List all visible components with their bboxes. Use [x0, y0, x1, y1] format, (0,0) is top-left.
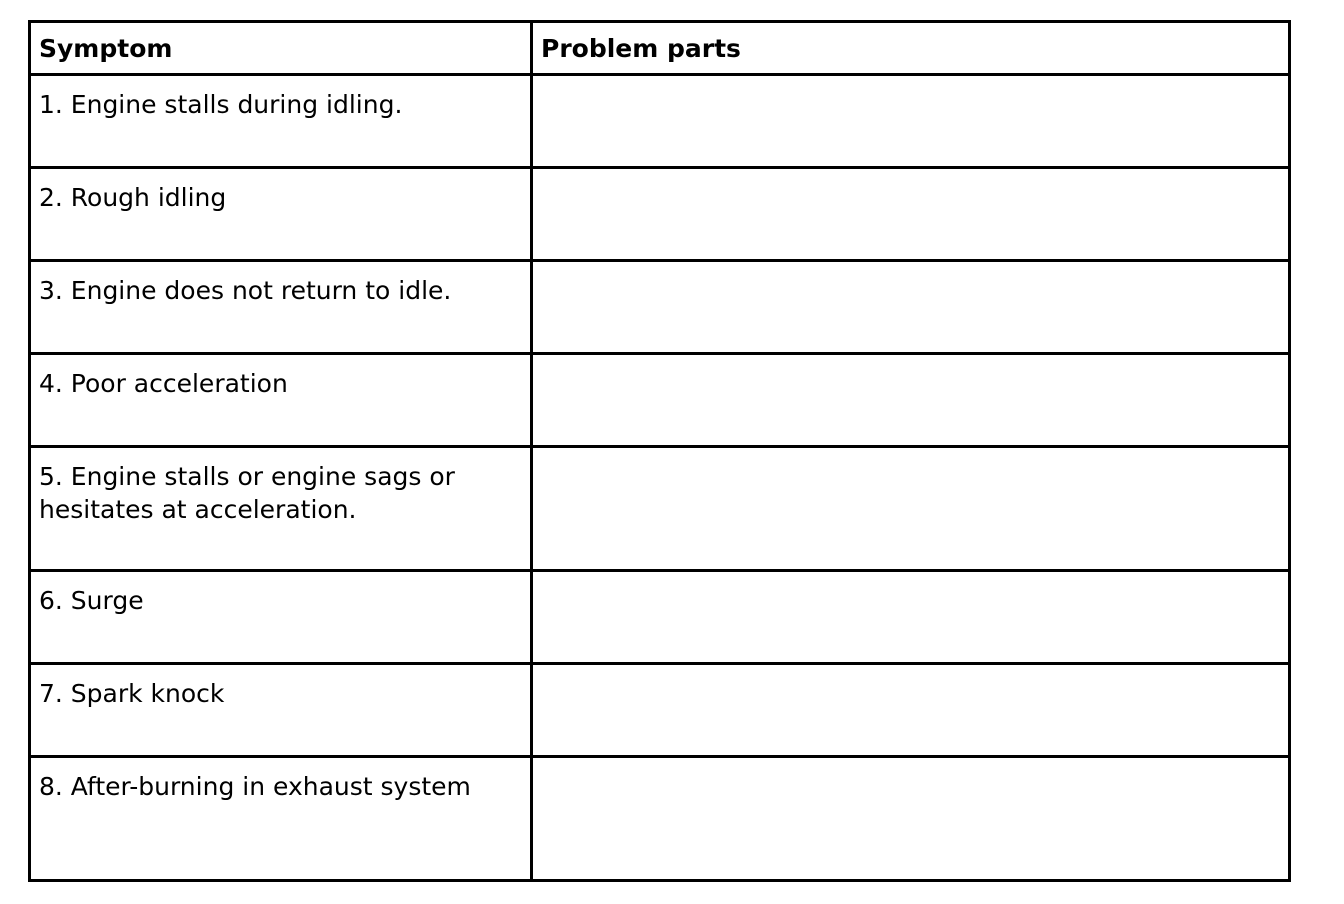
problem-parts-cell [532, 168, 1290, 261]
table-row [30, 447, 1290, 571]
symptom-cell: 5. Engine stalls or engine sags or hesitates at acceleration. [30, 447, 532, 571]
problem-parts-cell [532, 75, 1290, 168]
symptom-cell: 1. Engine stalls during idling. [30, 75, 532, 168]
symptom-cell: 6. Surge [30, 571, 532, 664]
symptom-cell: 2. Rough idling [30, 168, 532, 261]
problem-parts-cell [532, 571, 1290, 664]
symptom-cell: 7. Spark knock [30, 664, 532, 757]
problem-parts-cell [532, 447, 1290, 571]
symptom-table [28, 20, 1291, 882]
table-header-row [30, 22, 1290, 75]
table-row [30, 664, 1290, 757]
symptom-cell: 8. After-burning in exhaust system [30, 757, 532, 881]
header-problem-parts: Problem parts [532, 22, 1290, 75]
problem-parts-cell [532, 757, 1290, 881]
problem-parts-cell [532, 354, 1290, 447]
problem-parts-cell [532, 664, 1290, 757]
header-symptom: Symptom [30, 22, 532, 75]
symptom-cell: 4. Poor acceleration [30, 354, 532, 447]
table-row [30, 75, 1290, 168]
problem-parts-cell [532, 261, 1290, 354]
table-row [30, 261, 1290, 354]
table-row [30, 571, 1290, 664]
table-row [30, 757, 1290, 881]
symptom-cell: 3. Engine does not return to idle. [30, 261, 532, 354]
table-row [30, 354, 1290, 447]
table-row [30, 168, 1290, 261]
